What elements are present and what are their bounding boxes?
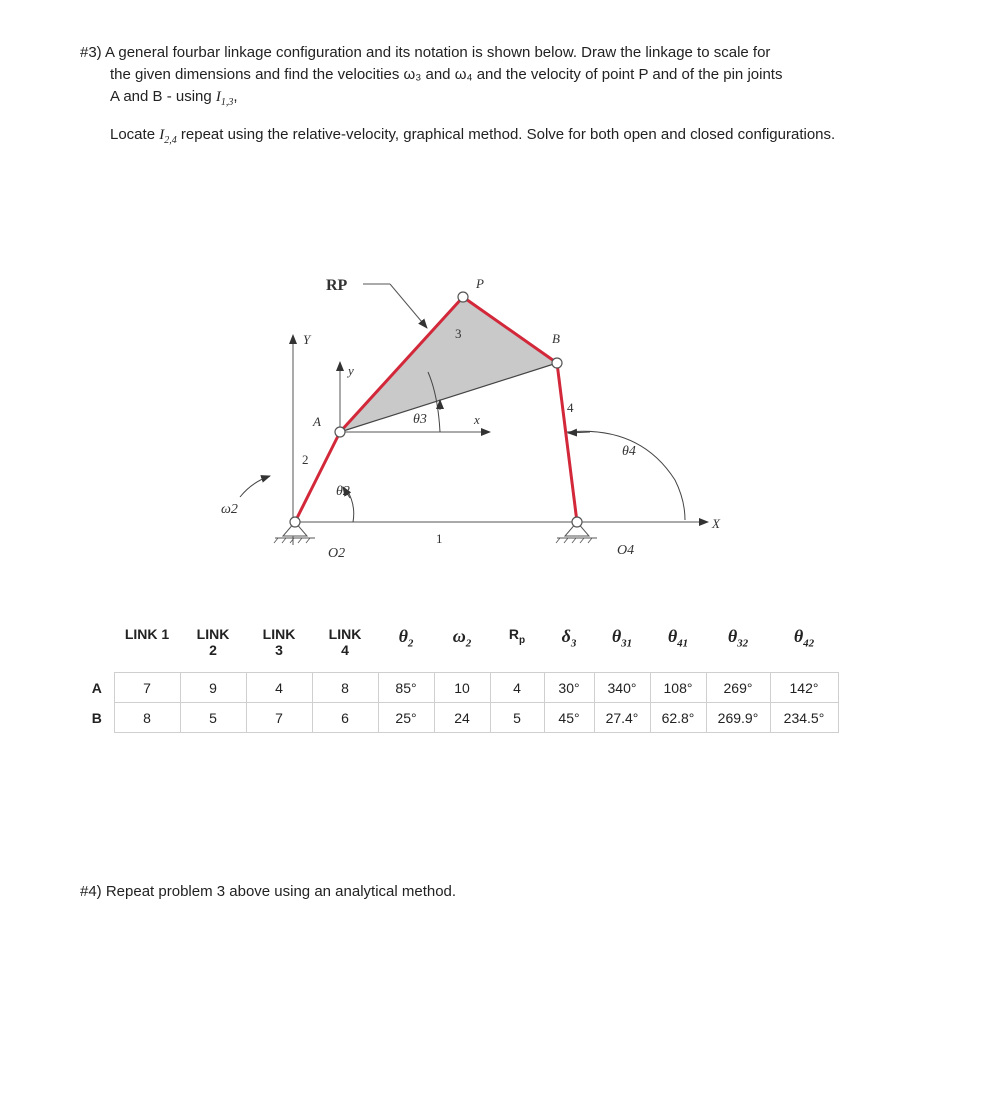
table-cell: 27.4°	[594, 703, 650, 733]
table-cell: 24	[434, 703, 490, 733]
table-cell: 85°	[378, 673, 434, 703]
table-header-row	[80, 626, 838, 673]
table-cell: 4	[490, 673, 544, 703]
problem-3-line-2: the given dimensions and find the velocities ω₃ and ω₄ and the velocity of point P and of the pin joints	[110, 66, 783, 83]
ic-subscript: 2,4	[164, 135, 177, 146]
table-cell: 108°	[650, 673, 706, 703]
label-link-1: 1	[436, 531, 443, 546]
label-p: P	[476, 276, 484, 291]
header-subscript: 31	[621, 637, 633, 650]
table-cell: 30°	[544, 673, 594, 703]
header-subscript: 2	[465, 637, 472, 650]
table-cell: 269°	[706, 673, 770, 703]
locate-pre: Locate	[110, 126, 156, 143]
header-line: LINK	[262, 626, 296, 642]
label-theta-3: θ3	[413, 412, 427, 427]
table-cell: 6	[312, 703, 378, 733]
table-corner	[80, 626, 114, 673]
table-cell: 340°	[594, 673, 650, 703]
col-rp	[490, 626, 544, 673]
pin-joint-b	[552, 358, 562, 368]
col-theta-2	[378, 626, 434, 673]
header-line: LINK 1	[124, 626, 170, 642]
instant-center-24	[159, 127, 177, 146]
table-cell: 4	[246, 673, 312, 703]
table-cell: 8	[114, 703, 180, 733]
table-row	[80, 703, 838, 733]
table-cell: 10	[434, 673, 490, 703]
problem-3-line-3-end: ,	[233, 88, 238, 105]
table-cell: 25°	[378, 703, 434, 733]
ground-pivot-o4	[556, 517, 597, 543]
row-label: B	[91, 709, 102, 726]
table-cell: 62.8°	[650, 703, 706, 733]
table-cell: 5	[180, 703, 246, 733]
header-subscript: p	[519, 634, 526, 646]
col-delta-3	[544, 626, 594, 673]
header-line: 3	[275, 642, 283, 658]
table-cell: 9	[180, 673, 246, 703]
header-subscript: 3	[570, 637, 577, 650]
pin-joint-a	[335, 427, 345, 437]
label-link-3: 3	[455, 326, 462, 341]
header-line: 2	[209, 642, 217, 658]
header-symbol: θ	[398, 626, 408, 646]
header-symbol: θ	[727, 626, 738, 646]
header-line: 4	[341, 642, 349, 658]
header-symbol: θ	[667, 626, 678, 646]
problem-3-line-3	[80, 86, 880, 114]
col-theta-42	[770, 626, 838, 673]
rocker-link-4	[557, 363, 577, 522]
problem-4-text: #4) Repeat problem 3 above using an analytical method.	[80, 883, 457, 900]
header-subscript: 41	[677, 637, 689, 650]
col-omega-2	[434, 626, 490, 673]
table-cell: 269.9°	[706, 703, 770, 733]
label-o2: O2	[328, 546, 346, 561]
table-cell: 45°	[544, 703, 594, 733]
row-label: A	[91, 679, 102, 696]
header-symbol: R	[508, 626, 519, 642]
label-local-x: x	[474, 412, 480, 427]
label-local-y: y	[348, 363, 354, 378]
label-a: A	[313, 414, 321, 429]
linkage-data-table	[80, 626, 839, 733]
label-rp: RP	[326, 277, 348, 294]
coupler-link-3	[340, 297, 557, 432]
problem-3-line-1: #3) A general fourbar linkage configuration and its notation is shown below. Draw the linkage to scale for	[80, 44, 771, 61]
table-cell: 234.5°	[770, 703, 838, 733]
crank-link-2	[295, 432, 340, 522]
table-cell: 142°	[770, 673, 838, 703]
table-cell: 7	[246, 703, 312, 733]
header-symbol: ω	[452, 626, 466, 646]
header-subscript: 32	[737, 637, 749, 650]
header-symbol: θ	[793, 626, 804, 646]
ic-letter: I	[159, 127, 165, 143]
col-theta-32	[706, 626, 770, 673]
col-theta-41	[650, 626, 706, 673]
col-theta-31	[594, 626, 650, 673]
locate-post: repeat using the relative-velocity, graphical method. Solve for both open and closed configurations.	[180, 126, 836, 143]
ic-subscript: 1,3	[220, 97, 234, 108]
table-row	[80, 673, 838, 703]
header-line: LINK	[328, 626, 362, 642]
header-subscript: 42	[803, 637, 815, 650]
label-global-x: X	[712, 516, 720, 531]
col-link-2	[180, 626, 246, 673]
ic-letter: I	[215, 89, 221, 105]
ground-pivot-o2	[274, 517, 315, 543]
label-theta-4: θ4	[622, 444, 636, 459]
label-link-4: 4	[567, 400, 574, 415]
instant-center-13	[215, 89, 234, 108]
label-theta-2: θ2	[336, 484, 350, 499]
table-cell: 7	[114, 673, 180, 703]
locate-instruction	[110, 124, 870, 152]
header-subscript: 2	[407, 637, 414, 650]
point-p	[458, 292, 468, 302]
table-cell: 5	[490, 703, 544, 733]
header-line: LINK	[196, 626, 230, 642]
label-link-2: 2	[302, 452, 309, 467]
label-b: B	[552, 331, 560, 346]
label-omega-2: ω2	[221, 502, 238, 517]
problem-3-text	[80, 42, 880, 114]
label-global-y: Y	[303, 332, 311, 347]
label-o4: O4	[617, 543, 635, 558]
col-link-3	[246, 626, 312, 673]
header-symbol: θ	[611, 626, 622, 646]
header-symbol: δ	[561, 626, 571, 646]
col-link-4	[312, 626, 378, 673]
problem-3-line-3-text: A and B - using	[110, 88, 212, 105]
col-link-1	[114, 626, 180, 673]
fourbar-linkage-figure	[200, 260, 760, 580]
table-cell: 8	[312, 673, 378, 703]
